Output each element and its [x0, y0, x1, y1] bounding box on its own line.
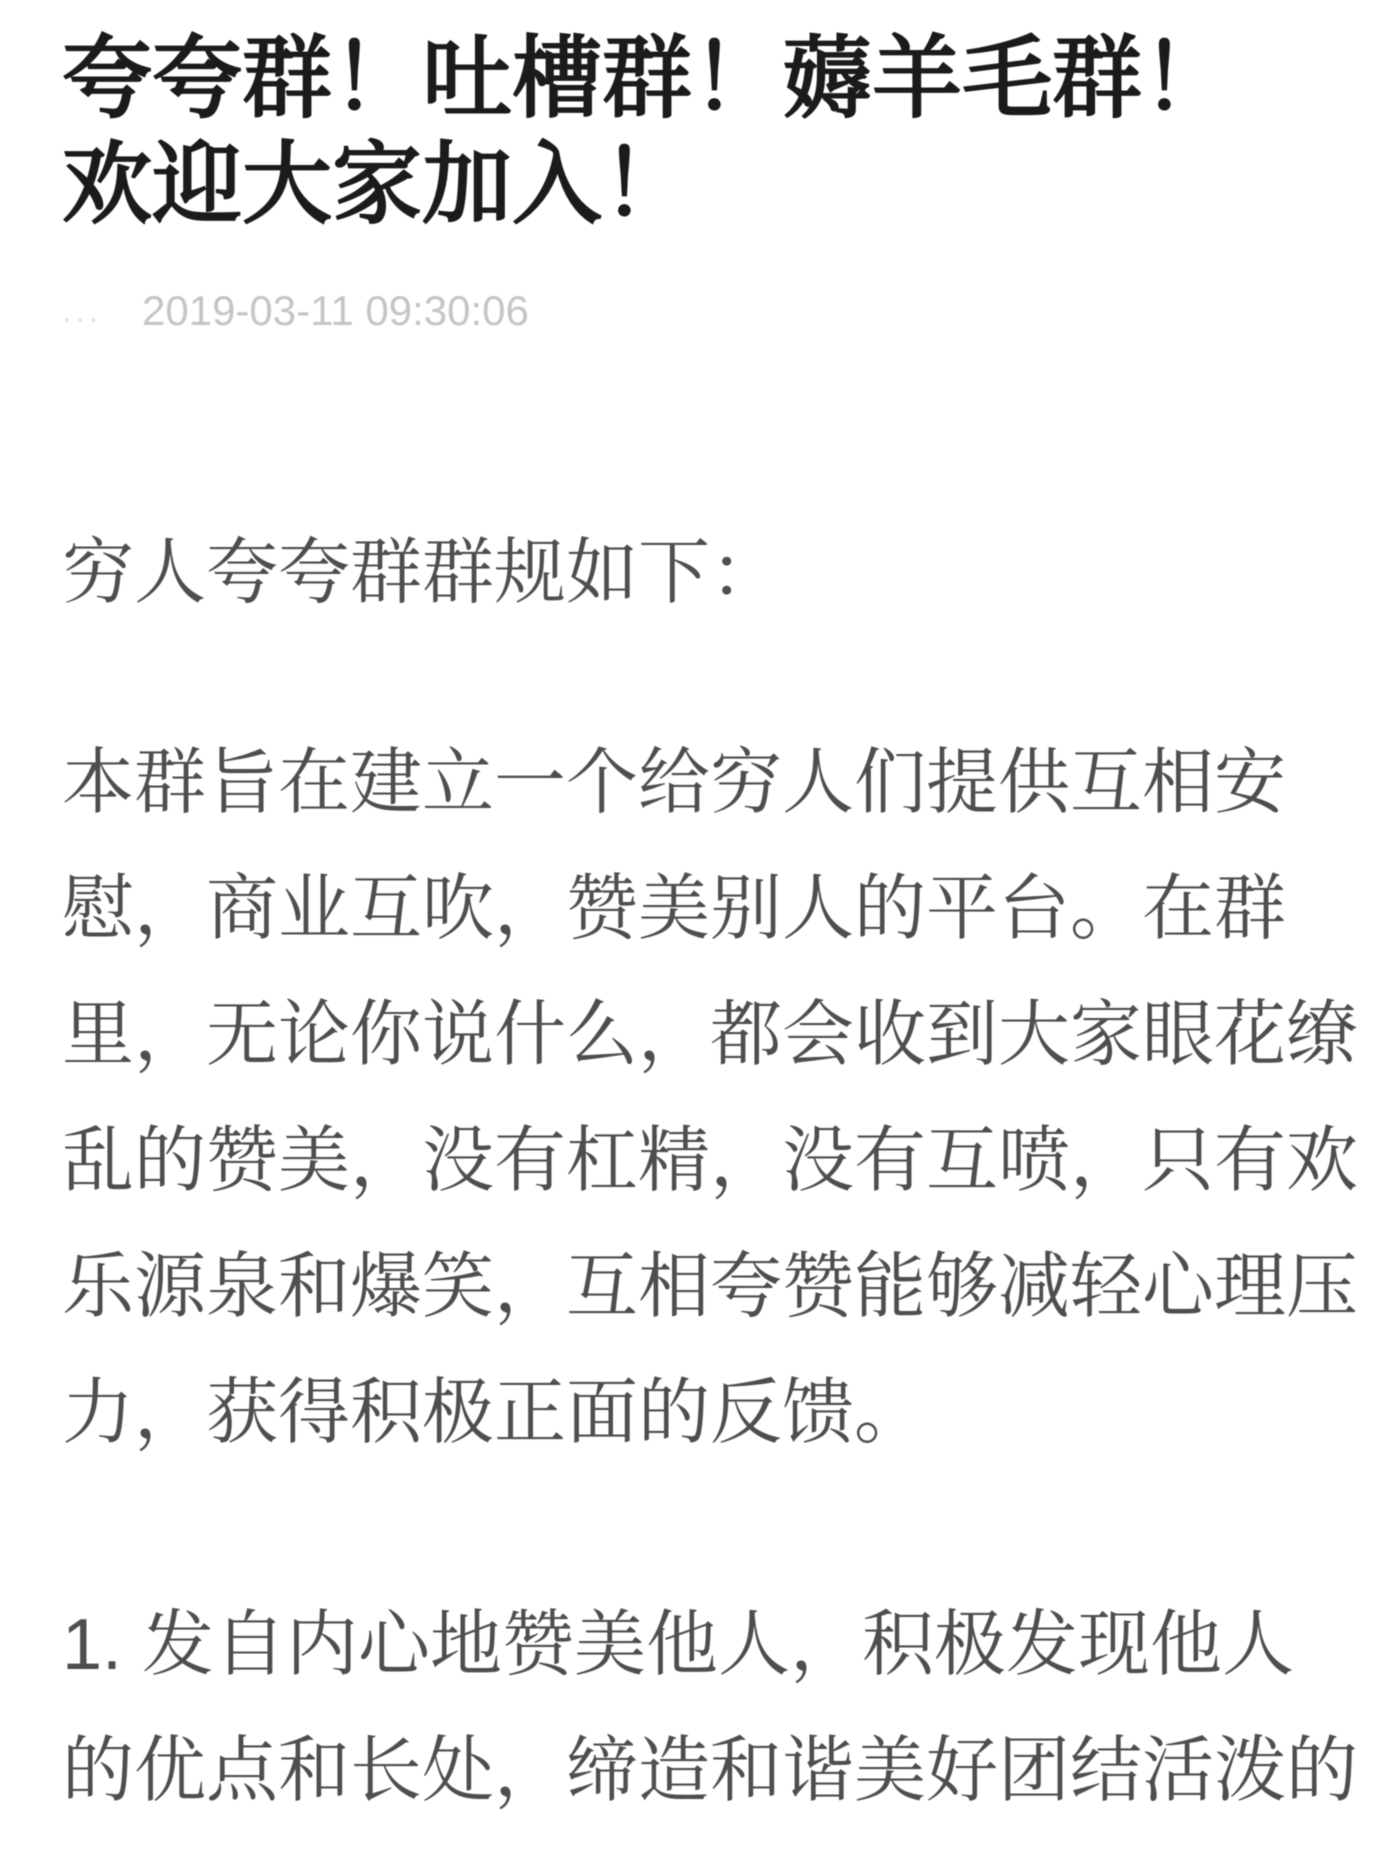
group-description-paragraph — [62, 720, 1360, 1476]
paragraph-line-5: 乐源泉和爆笑，互相夸赞能够减轻心理压 — [62, 1247, 1359, 1327]
author-redacted-blur: ... — [62, 291, 103, 330]
post-title — [62, 26, 1360, 238]
post-meta — [62, 285, 1360, 337]
post-timestamp: 2019-03-11 09:30:06 — [142, 287, 529, 334]
post-title-line-1: 夸夸群！吐槽群！薅羊毛群！ — [62, 29, 1232, 129]
rule-1-paragraph — [62, 1582, 1360, 1834]
paragraph-line-4: 乱的赞美，没有杠精，没有互喷，只有欢 — [62, 1121, 1359, 1201]
group-rules-intro: 穷人夸夸群群规如下： — [62, 533, 783, 613]
rule-1-line-2: 的优点和长处，缔造和谐美好团结活泼的 — [62, 1731, 1359, 1811]
post-title-line-2: 欢迎大家加入！ — [62, 135, 692, 235]
paragraph-line-2: 慰，商业互吹，赞美别人的平台。在群 — [62, 869, 1287, 949]
paragraph-line-3: 里，无论你说什么，都会收到大家眼花缭 — [62, 995, 1359, 1075]
paragraph-line-6: 力，获得积极正面的反馈。 — [62, 1373, 927, 1453]
rule-1-line-1: 1. 发自内心地赞美他人，积极发现他人 — [62, 1605, 1295, 1685]
post-body — [62, 510, 1360, 1834]
paragraph-line-1: 本群旨在建立一个给穷人们提供互相安 — [62, 743, 1287, 823]
